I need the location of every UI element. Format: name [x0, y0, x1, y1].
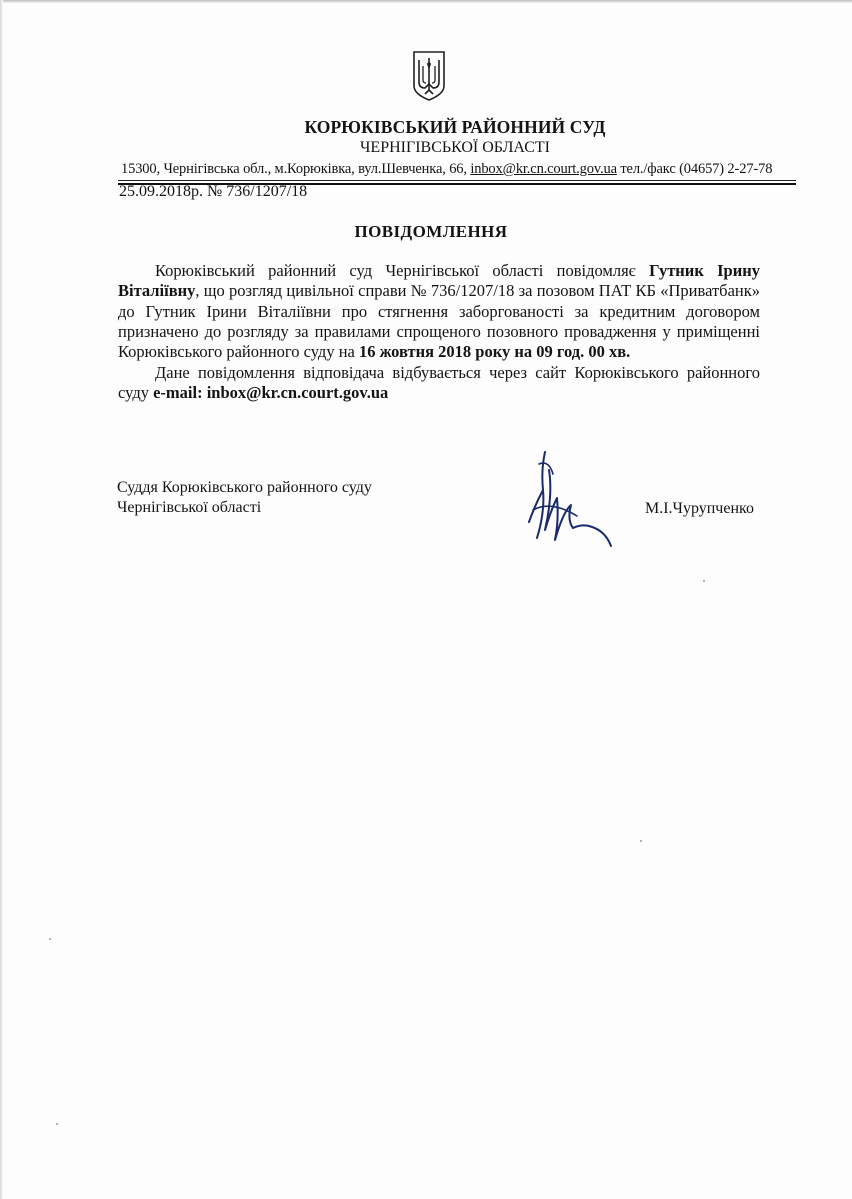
address-text: 15300, Чернігівська обл., м.Корюківка, вул.Шевченка, 66,: [121, 161, 471, 177]
scan-edge-top: [0, 0, 852, 3]
date-and-number: 25.09.2018р. № 736/1207/18: [119, 183, 308, 200]
document-title: ПОВІДОМЛЕННЯ: [354, 222, 508, 241]
scan-speck: [49, 938, 51, 940]
judge-title-line: Суддя Корюківського районного суду: [117, 479, 372, 496]
judge-title: [117, 478, 372, 518]
scan-speck: [640, 840, 642, 842]
notice-paragraph: [118, 261, 760, 362]
hearing-datetime: 16 жовтня 2018 року на 09 год. 00 хв.: [358, 342, 631, 362]
recipient-name: Гутник Ірину Віталіївну: [118, 261, 760, 301]
header-rule-thin: [118, 180, 796, 181]
scan-speck: [703, 580, 705, 582]
paragraph-text: Дане повідомлення відповідача відбувається через сайт Корюківського районного суду: [118, 363, 760, 403]
court-email-link[interactable]: inbox@kr.cn.court.gov.ua: [470, 161, 617, 177]
paragraph-text: , що розгляд цивільної справи № 736/1207/18 за позовом ПАТ КБ «Приватбанк» до Гутник Ірини Віталіївни про стягнення заборгованості за кредитним договором призначено до розгляду за правилами спрощеного позовного провадження у приміщенні Корюківського районного суду на: [118, 281, 760, 362]
trident-emblem-icon: [412, 50, 446, 102]
scan-edge-left: [0, 0, 3, 1199]
notification-method-paragraph: [118, 363, 760, 404]
handwritten-signature: [515, 450, 620, 550]
judge-name: М.І.Чурупченко: [645, 500, 754, 517]
contact-email: e-mail: inbox@kr.cn.court.gov.ua: [153, 383, 389, 403]
scan-speck: [56, 1123, 58, 1125]
judge-title-line: Чернігівської області: [117, 499, 262, 516]
court-address: [121, 161, 772, 178]
paragraph-text: Корюківський районний суд Чернігівської області повідомляє: [155, 261, 650, 280]
court-name: КОРЮКІВСЬКИЙ РАЙОННИЙ СУД: [304, 117, 606, 137]
phone-fax: тел./факс (04657) 2-27-78: [616, 161, 773, 177]
court-region: ЧЕРНІГІВСЬКОЇ ОБЛАСТІ: [360, 139, 550, 156]
